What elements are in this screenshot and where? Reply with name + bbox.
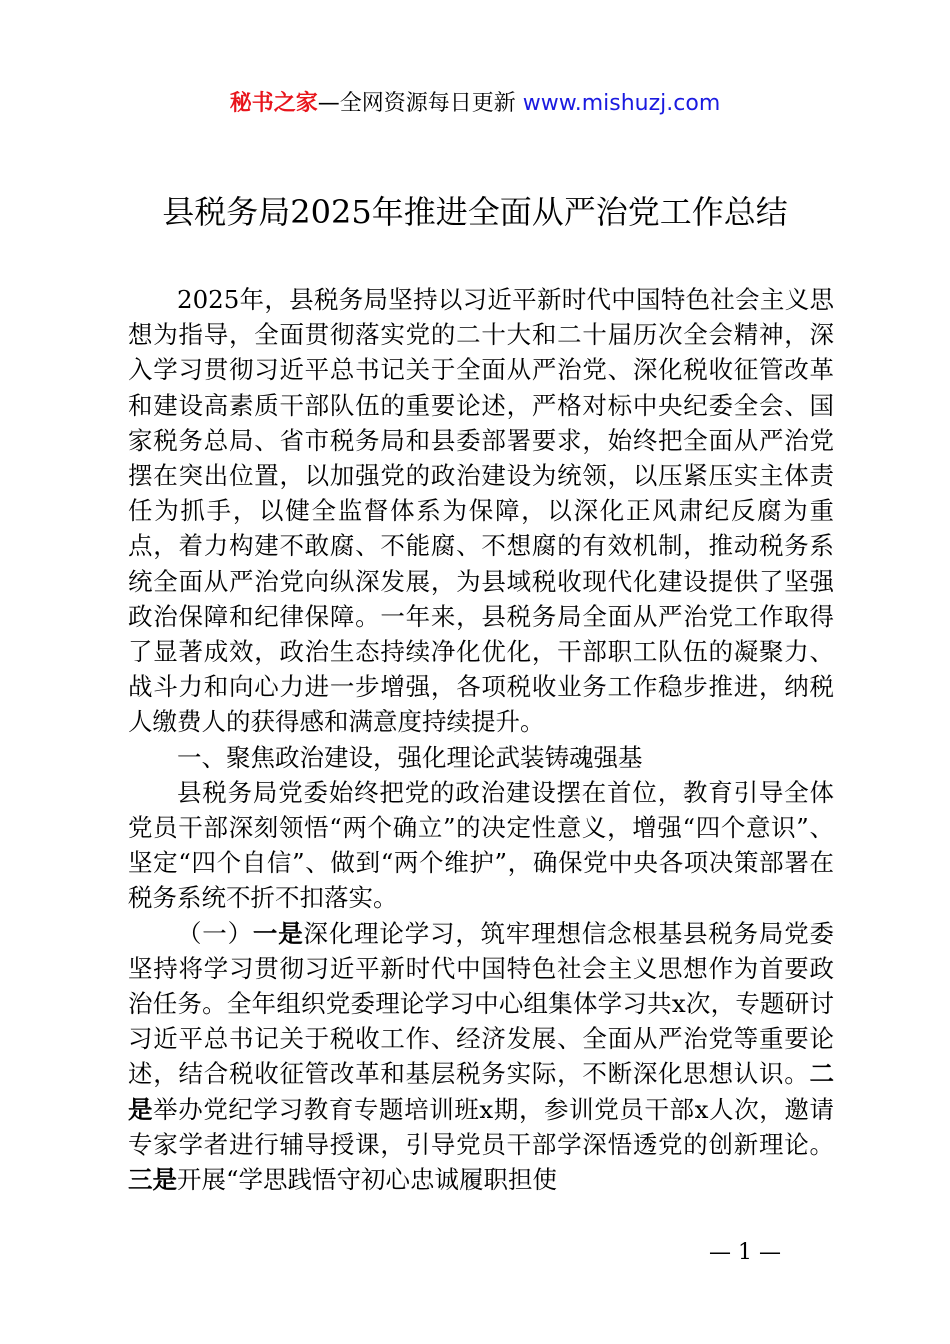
brand-name: 秘书之家 — [229, 91, 318, 116]
section-paragraph: 县税务局党委始终把党的政治建设摆在首位，教育引导全体党员干部深刻领悟“两个确立”的决定性意义，增强“四个意识”、坚定“四个自信”、做到“两个维护”，确保党中央各项决策部署在税务系统不折不扣落实。 — [128, 777, 834, 913]
site-url-link[interactable]: www.mishuzj.com — [522, 91, 721, 116]
subsection-prefix: （一） — [177, 918, 253, 948]
point-label-1: 一是 — [252, 918, 304, 948]
point-label-3: 三是 — [128, 1165, 177, 1195]
point-label-2: 二是 — [128, 1059, 834, 1124]
point-text-1: 深化理论学习，筑牢理想信念根基县税务局党委坚持将学习贯彻习近平新时代中国特色社会主义思想作为首要政治任务。全年组织党委理论学习中心组集体学习共x次，专题研讨习近平总书记关于税收工作、经济发展、全面从严治党等重要论述，结合税收征管改革和基层税务实际，不断深化思想认识。 — [128, 918, 835, 1089]
point-text-3: 开展“学思践悟守初心忠诚履职担使 — [177, 1165, 558, 1195]
site-header — [0, 88, 950, 120]
document-title: 县税务局2025年推进全面从严治党工作总结 — [162, 193, 788, 231]
header-tagline: —全网资源每日更新 — [317, 91, 523, 116]
document-body — [128, 282, 834, 1197]
subsection-paragraph — [128, 916, 834, 1198]
page-number: — 1 — — [709, 1240, 781, 1265]
section-heading: 一、聚焦政治建设，强化理论武装铸魂强基 — [177, 742, 643, 772]
point-text-2: 举办党纪学习教育专题培训班x期，参训党员干部x人次，邀请专家学者进行辅导授课，引导党员干部学深悟透党的创新理论。 — [128, 1094, 834, 1159]
intro-paragraph: 2025年，县税务局坚持以习近平新时代中国特色社会主义思想为指导，全面贯彻落实党的二十大和二十届历次全会精神，深入学习贯彻习近平总书记关于全面从严治党、深化税收征管改革和建设高素质干部队伍的重要论述，严格对标中央纪委全会、国家税务总局、省市税务局和县委部署要求，始终把全面从严治党摆在突出位置，以加强党的政治建设为统领，以压紧压实主体责任为抓手，以健全监督体系为保障，以深化正风肃纪反腐为重点，着力构建不敢腐、不能腐、不想腐的有效机制，推动税务系统全面从严治党向纵深发展，为县域税收现代化建设提供了坚强政治保障和纪律保障。一年来，县税务局全面从严治党工作取得了显著成效，政治生态持续净化优化，干部职工队伍的凝聚力、战斗力和向心力进一步增强，各项税收业务工作稳步推进，纳税人缴费人的获得感和满意度持续提升。 — [128, 285, 834, 737]
